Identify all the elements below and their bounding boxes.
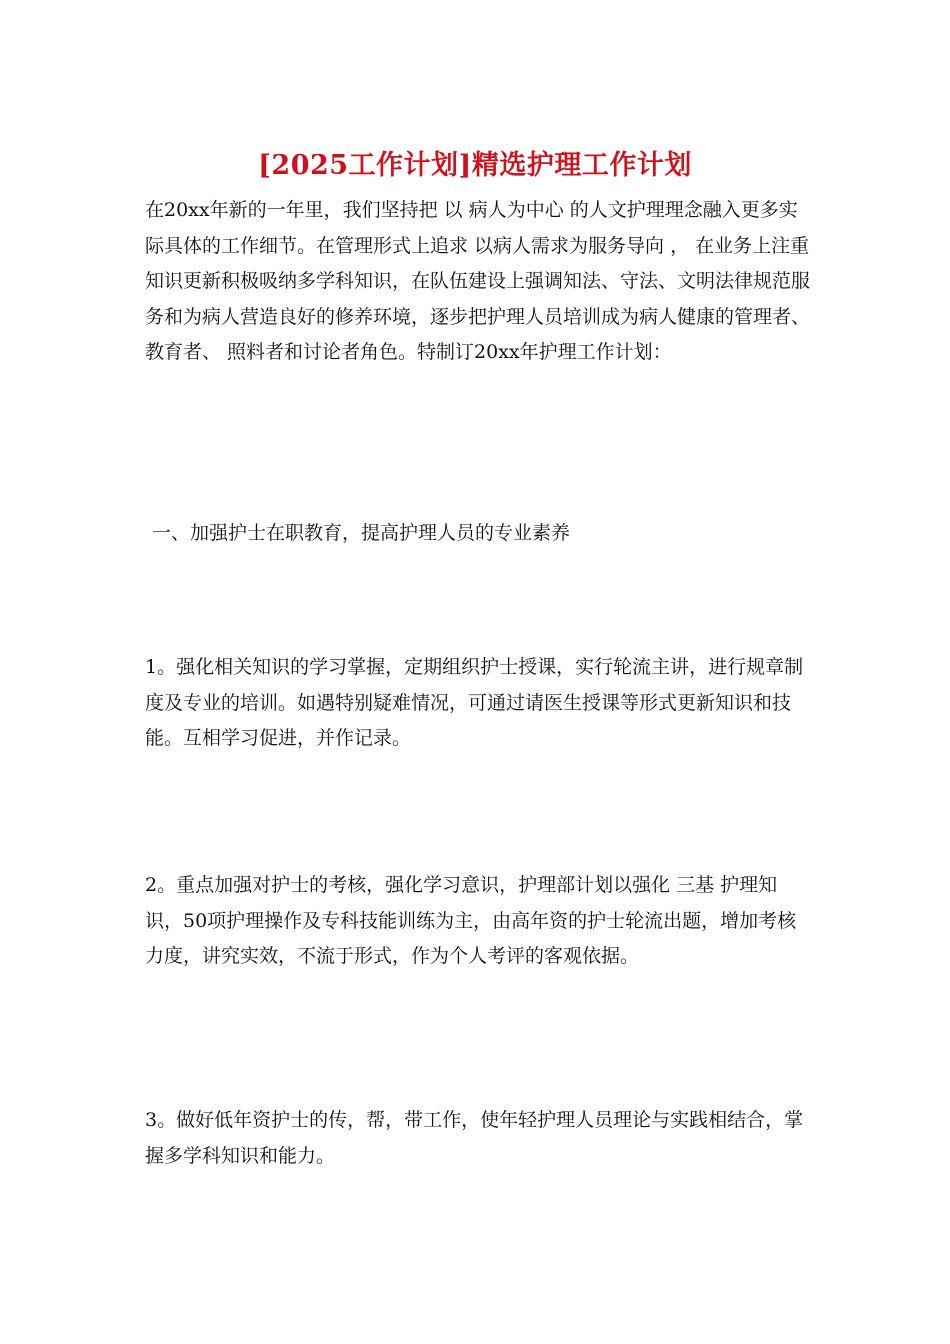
document-title: [2025工作计划]精选护理工作计划 (258, 150, 692, 181)
list-item-3: 3。做好低年资护士的传，帮，带工作，使年轻护理人员理论与实践相结合，掌握多学科知识和能力。 (145, 1109, 804, 1167)
list-item-2: 2。重点加强对护士的考核，强化学习意识，护理部计划以强化 三基 护理知识，50项护理操作及专科技能训练为主，由高年资的护士轮流出题，增加考核力度，讲究实效，不流于形式，作为个人考评的客观依据。 (145, 874, 797, 967)
intro-paragraph: 在20xx年新的一年里，我们坚持把 以 病人为中心 的人文护理理念融入更多实际具体的工作细节。在管理形式上追求 以病人需求为服务导向 ， 在业务上注重知识更新积极吸纳多学科知识，在队伍建设上强调知法、守法、文明法律规范服务和为病人营造良好的修养环境，逐步把护理人员培训成为病人健康的管理者、教育者、 照料者和讨论者角色。特制订20xx年护理工作计划： (145, 199, 811, 363)
list-item-1: 1。强化相关知识的学习掌握，定期组织护士授课，实行轮流主讲，进行规章制度及专业的培训。如遇特别疑难情况，可通过请医生授课等形式更新知识和技能。互相学习促进，并作记录。 (145, 656, 804, 749)
section-heading: 一、加强护士在职教育，提高护理人员的专业素养 (152, 522, 571, 544)
